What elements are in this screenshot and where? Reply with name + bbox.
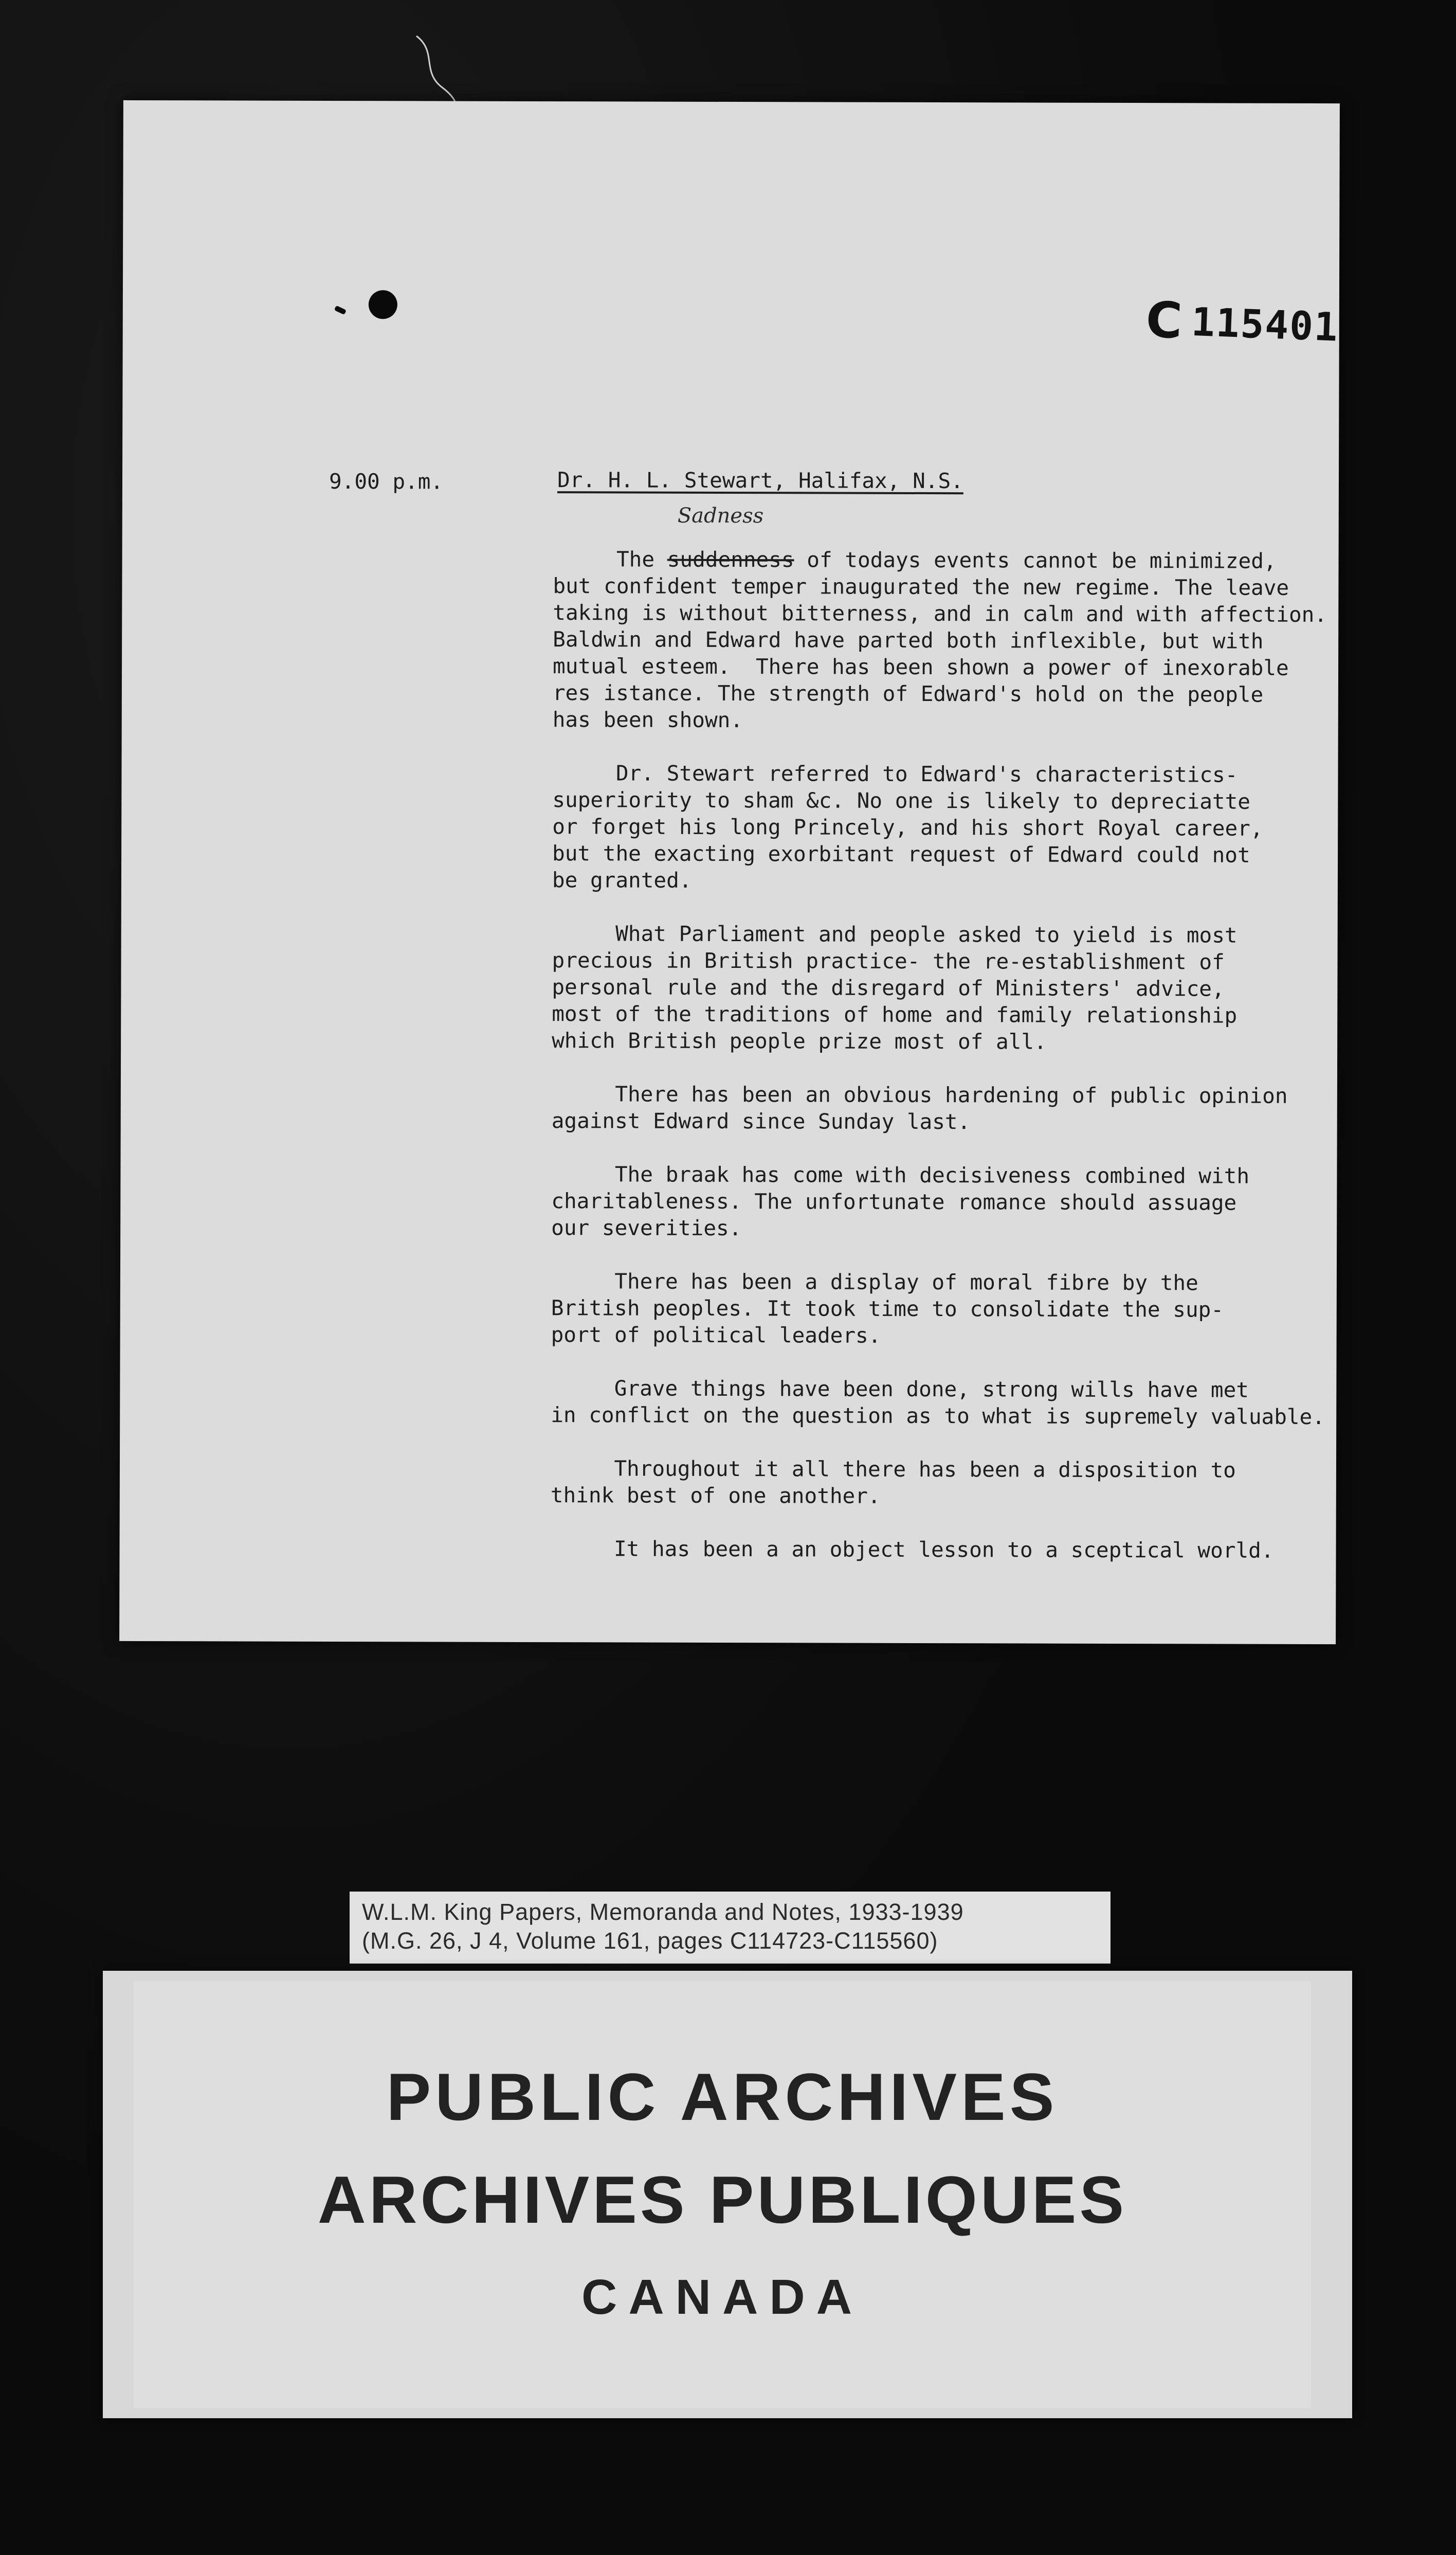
memo-time: 9.00 p.m. bbox=[329, 469, 444, 494]
paragraph-text: The bbox=[553, 547, 667, 572]
paragraph-line: taking is without bitterness, and in calm and with affection. bbox=[553, 600, 1327, 627]
punch-hole bbox=[369, 290, 397, 319]
page-number-prefix: C bbox=[1144, 291, 1184, 350]
paragraph-text: of todays events cannot be minimized, bbox=[794, 547, 1277, 573]
paragraph: It has been a an object lesson to a sceptical world. bbox=[550, 1536, 1274, 1563]
paragraph: What Parliament and people asked to yield is most precious in British practice- the re-establishment of personal rule and the disregard of Ministers' advice, most of the traditions of home and family relationship which British people prize most of all. bbox=[552, 921, 1237, 1054]
struck-word: suddenness bbox=[667, 547, 794, 572]
handwritten-correction: Sadness bbox=[677, 503, 764, 528]
citation-line-1: W.L.M. King Papers, Memoranda and Notes, 1933-1939 bbox=[362, 1899, 964, 1925]
typed-memo-page bbox=[119, 100, 1340, 1644]
paragraph: Grave things have been done, strong wills have met in conflict on the question as to what is supremely valuable. bbox=[551, 1376, 1325, 1430]
paragraph: There has been an obvious hardening of public opinion against Edward since Sunday last. bbox=[551, 1082, 1288, 1135]
paragraph: The braak has come with decisiveness combined with charitableness. The unfortunate romance should assuage our severities. bbox=[551, 1162, 1250, 1241]
paragraph-line: but confident temper inaugurated the new regime. The leave bbox=[553, 573, 1289, 600]
paragraph: Dr. Stewart referred to Edward's characteristics- superiority to sham &c. No one is likely to depreciatte or forget his long Princely, and his short Royal career, but the exacting exorbitant request of Edward could not be granted. bbox=[552, 761, 1263, 893]
paragraph: Throughout it all there has been a disposition to think best of one another. bbox=[550, 1456, 1236, 1508]
page-number-value: 115401 bbox=[1190, 298, 1340, 350]
paragraph: There has been a display of moral fibre by the British peoples. It took time to consolidate the sup- port of political leaders. bbox=[551, 1269, 1224, 1348]
memo-body bbox=[550, 546, 1355, 1591]
citation-label bbox=[350, 1892, 1111, 1964]
archives-stamp-card bbox=[103, 1971, 1352, 2418]
stamp-line-english: PUBLIC ARCHIVES bbox=[386, 2059, 1059, 2134]
paragraph-line: res istance. The strength of Edward's hold on the people bbox=[552, 680, 1264, 707]
punch-mark bbox=[334, 305, 347, 315]
memo-heading: Dr. H. L. Stewart, Halifax, N.S. bbox=[557, 467, 963, 494]
stamp-line-french: ARCHIVES PUBLIQUES bbox=[317, 2162, 1127, 2237]
stamp-card-inner bbox=[134, 1981, 1311, 2408]
paragraph-line: Baldwin and Edward have parted both inflexible, but with bbox=[553, 627, 1264, 654]
citation-line-2: (M.G. 26, J 4, Volume 161, pages C114723-C115560) bbox=[362, 1928, 938, 1954]
archive-page-number bbox=[1144, 291, 1340, 352]
paragraph bbox=[553, 546, 1355, 735]
stamp-line-country: CANADA bbox=[581, 2270, 863, 2325]
paragraph-line: has been shown. bbox=[552, 707, 743, 733]
paragraph-line: mutual esteem. There has been shown a power of inexorable bbox=[552, 654, 1289, 680]
